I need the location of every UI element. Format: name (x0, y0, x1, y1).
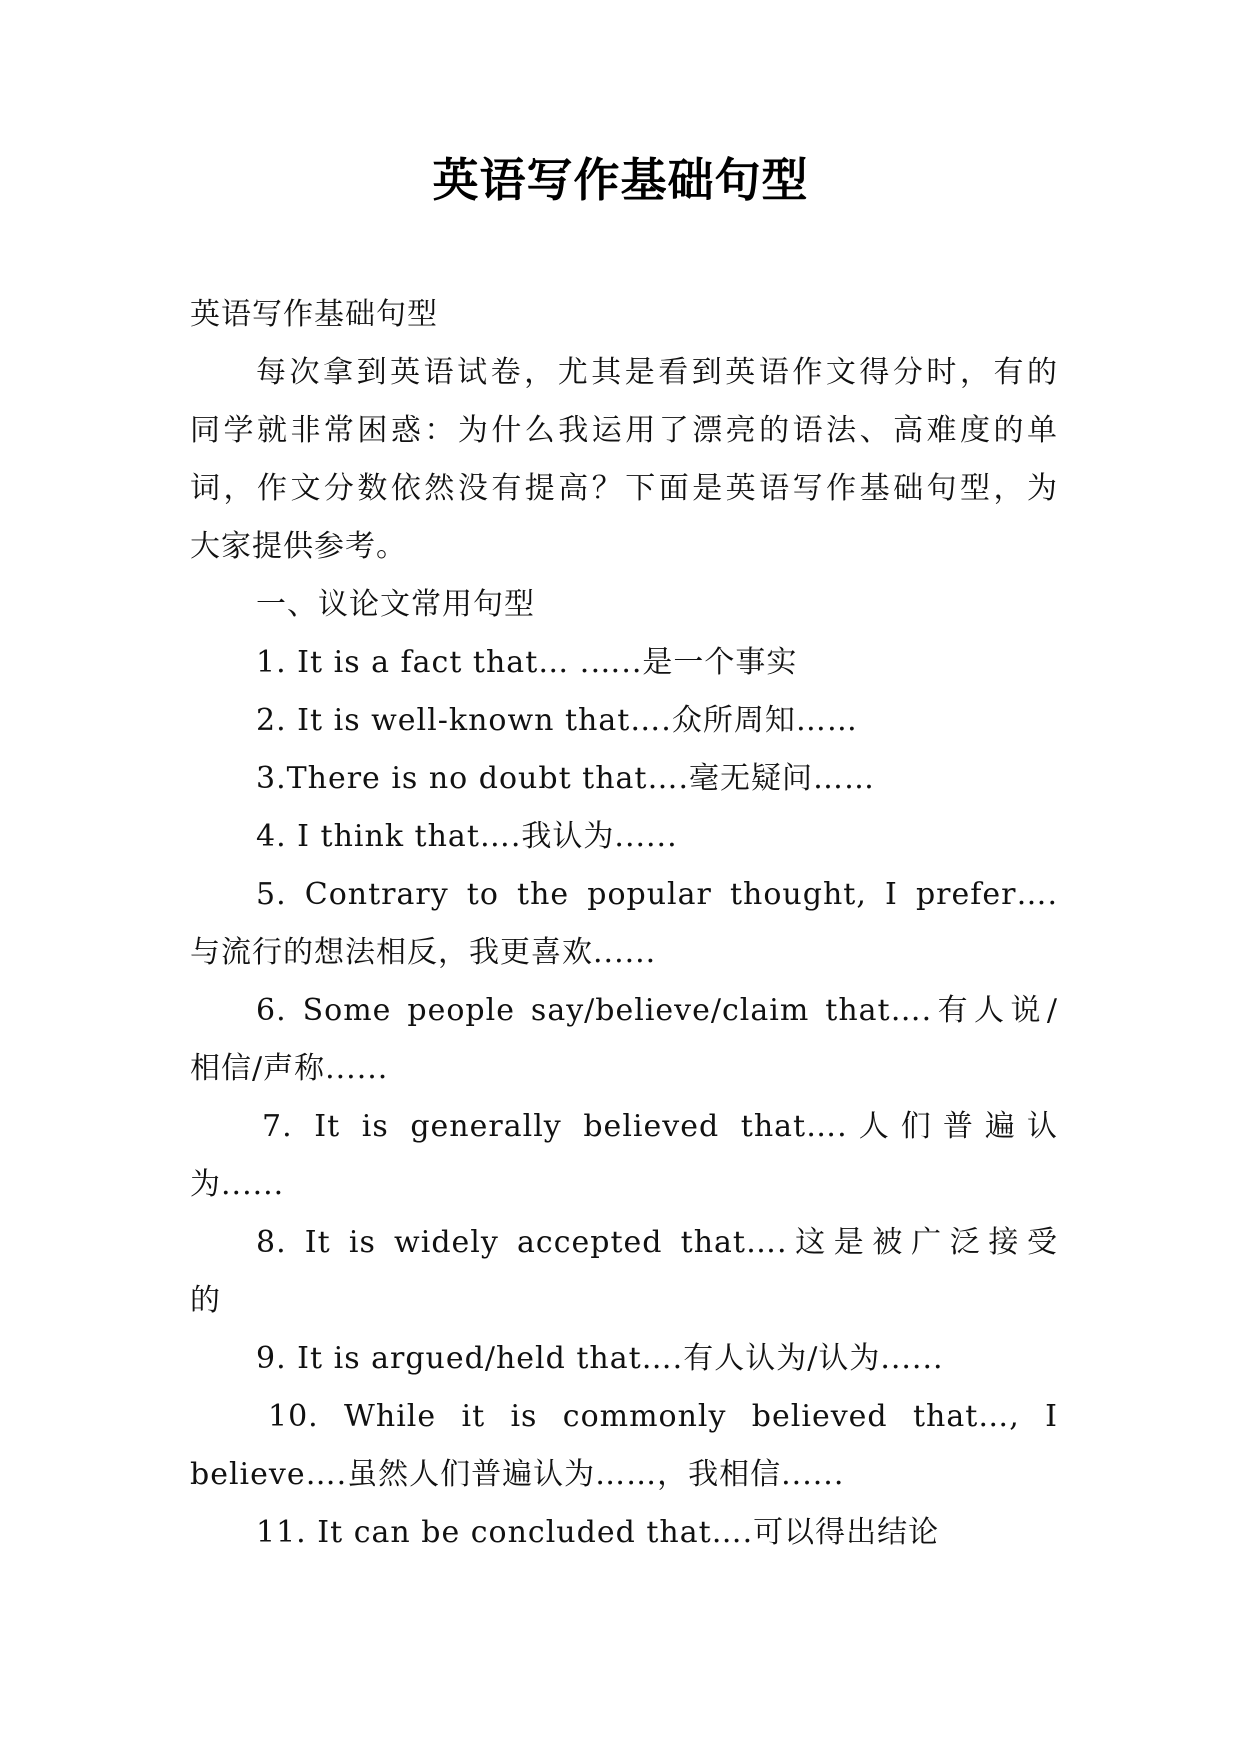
list-item-8-cont: 的 (190, 1283, 221, 1318)
list-item-11: 11. It can be concluded that….可以得出结论 (256, 1515, 940, 1550)
list-item-5-cont: 与流行的想法相反，我更喜欢...... (190, 935, 657, 970)
list-item-9: 9. It is argued/held that….有人认为/认为...... (256, 1341, 944, 1376)
intro-line-4: 大家提供参考。 (190, 529, 407, 564)
list-item-2: 2. It is well-known that….众所周知…… (256, 703, 858, 738)
list-item-3: 3.There is no doubt that….毫无疑问…… (256, 761, 876, 796)
intro-line-2: 同学就非常困惑：为什么我运用了漂亮的语法、高难度的单 (190, 413, 1058, 448)
list-item-7-cont: 为...... (190, 1167, 285, 1202)
list-item-5: 5. Contrary to the popular thought, I prefer…. (256, 877, 1058, 912)
list-item-6-cont: 相信/声称...... (190, 1051, 389, 1086)
list-item-10: 10. While it is commonly believed that…, I (268, 1399, 1058, 1434)
document-title: 英语写作基础句型 (432, 153, 809, 207)
list-item-7: 7. It is generally believed that….人们普遍认 (262, 1109, 1058, 1144)
list-item-8: 8. It is widely accepted that….这是被广泛接受 (256, 1225, 1058, 1260)
list-item-10-cont: believe….虽然人们普遍认为……，我相信...... (190, 1457, 845, 1492)
subtitle-line: 英语写作基础句型 (190, 297, 438, 332)
intro-line-1: 每次拿到英语试卷，尤其是看到英语作文得分时，有的 (256, 355, 1058, 390)
intro-line-3: 词，作文分数依然没有提高？下面是英语写作基础句型，为 (190, 471, 1058, 506)
list-item-6: 6. Some people say/believe/claim that….有人说/ (256, 993, 1058, 1028)
list-item-4: 4. I think that….我认为...... (256, 819, 678, 854)
list-item-1: 1. It is a fact that… .…..是一个事实 (256, 645, 798, 680)
section-heading: 一、议论文常用句型 (256, 587, 535, 622)
